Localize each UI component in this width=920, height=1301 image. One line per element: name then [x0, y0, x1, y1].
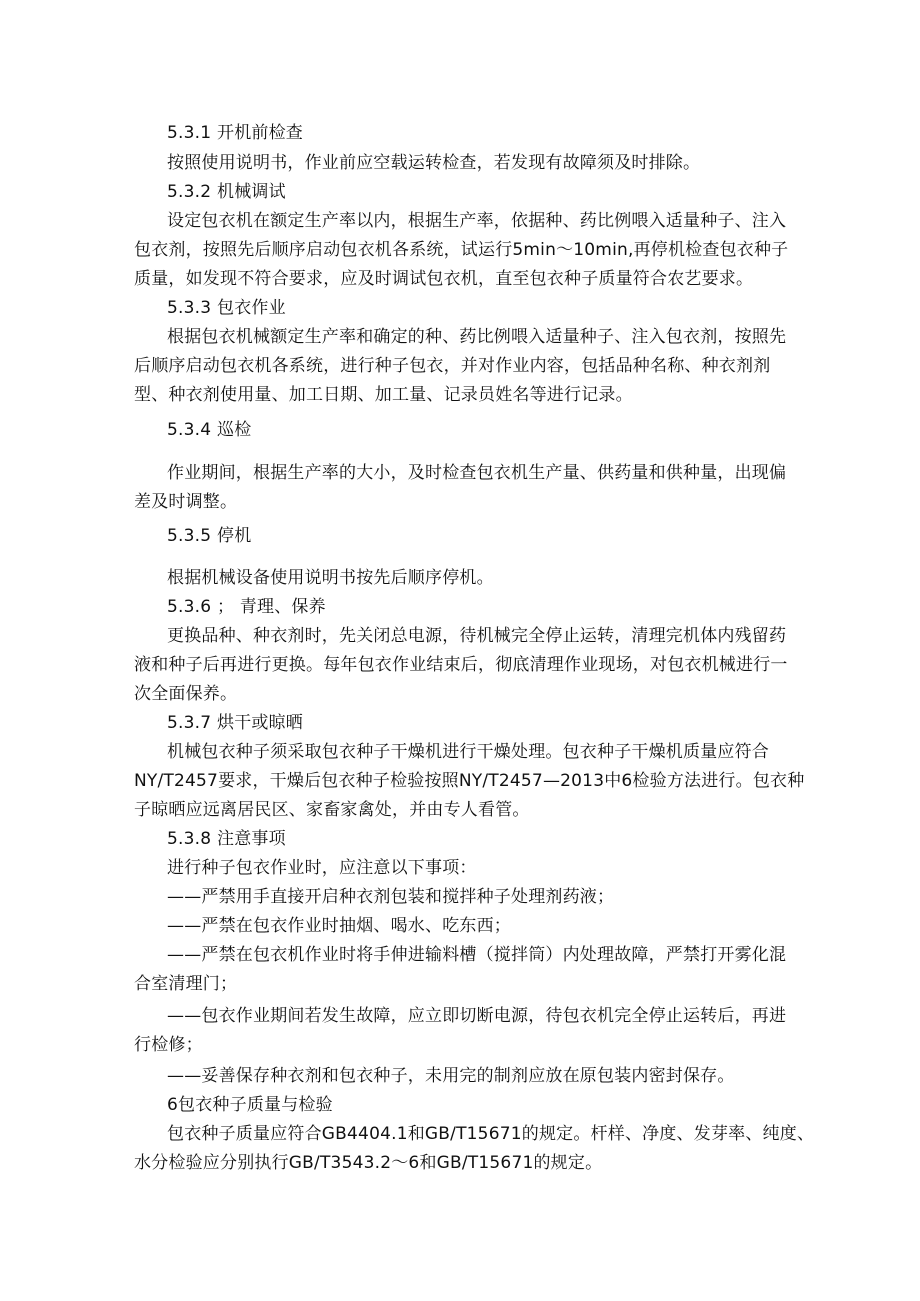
- paragraph-line: 包衣种子质量应符合GB4404.1和GB/T15671的规定。杆样、净度、发芽率、纯度、: [167, 1124, 815, 1144]
- section-number: 5.3.2: [167, 182, 212, 202]
- heading-5-3-6: [167, 596, 326, 618]
- section-number: 5.3.5: [167, 526, 212, 546]
- paragraph-line: NY/T2457要求，干燥后包衣种子检验按照NY/T2457—2013中6检验方法进行。包衣种: [134, 771, 805, 791]
- section-title: 机械调试: [217, 182, 286, 202]
- list-item-continuation: 合室清理门；: [134, 974, 238, 994]
- heading-5-3-7: [167, 712, 303, 734]
- list-item: ——严禁用手直接开启种衣剂包装和搅拌种子处理剂药液；: [167, 887, 615, 907]
- paragraph-line: 型、种衣剂使用量、加工日期、加工量、记录员姓名等进行记录。: [134, 385, 633, 405]
- heading-5-3-4: [167, 419, 251, 441]
- heading-5-3-8: [167, 828, 286, 850]
- paragraph-line: 按照使用说明书，作业前应空载运转检查，若发现有故障须及时排除。: [167, 153, 701, 173]
- heading-5-3-5: [167, 525, 251, 547]
- list-item-continuation: 行检修；: [134, 1035, 203, 1055]
- list-item: ——严禁在包衣作业时抽烟、喝水、吃东西；: [167, 916, 511, 936]
- section-number: 5.3.6: [167, 597, 212, 617]
- list-item: ——妥善保存种衣剂和包衣种子，未用完的制剂应放在原包装内密封保存。: [167, 1066, 735, 1086]
- section-number: 5.3.1: [167, 123, 212, 143]
- heading-5-3-3: [167, 297, 286, 319]
- heading-5-3-2: [167, 181, 286, 203]
- paragraph-line: 设定包衣机在额定生产率以内，根据生产率，依据种、药比例喂入适量种子、注入: [167, 211, 787, 231]
- paragraph-line: 质量，如发现不符合要求，应及时调试包衣机，直至包衣种子质量符合农艺要求。: [134, 269, 754, 289]
- heading-6: 6包衣种子质量与检验: [167, 1095, 333, 1115]
- section-title: ； 青理、保养: [217, 597, 326, 617]
- paragraph-line: 进行种子包衣作业时，应注意以下事项：: [167, 858, 477, 878]
- section-number: 5.3.8: [167, 829, 212, 849]
- section-number: 5.3.4: [167, 420, 212, 440]
- list-item: ——严禁在包衣机作业时将手伸进输料槽（搅拌筒）内处理故障，严禁打开雾化混: [167, 945, 787, 965]
- paragraph-line: 更换品种、种衣剂时，先关闭总电源，待机械完全停止运转，清理完机体内残留药: [167, 626, 787, 646]
- paragraph-line: 根据机械设备使用说明书按先后顺序停机。: [167, 568, 494, 588]
- section-title: 包衣作业: [217, 298, 286, 318]
- heading-5-3-1: [167, 122, 303, 144]
- paragraph-line: 差及时调整。: [134, 492, 238, 512]
- section-title: 巡检: [217, 420, 252, 440]
- list-item: ——包衣作业期间若发生故障，应立即切断电源，待包衣机完全停止运转后，再进: [167, 1006, 787, 1026]
- section-title: 注意事项: [217, 829, 286, 849]
- section-title: 开机前检查: [217, 123, 303, 143]
- section-title: 烘干或晾晒: [217, 713, 303, 733]
- paragraph-line: 机械包衣种子须采取包衣种子干燥机进行干燥处理。包衣种子干燥机质量应符合: [167, 742, 769, 762]
- section-number: 5.3.3: [167, 298, 212, 318]
- paragraph-line: 包衣剂，按照先后顺序启动包衣机各系统，试运行5min～10min,再停机检查包衣种子: [134, 240, 789, 260]
- paragraph-line: 后顺序启动包衣机各系统，进行种子包衣，并对作业内容，包括品种名称、种衣剂剂: [134, 356, 771, 376]
- paragraph-line: 水分检验应分别执行GB/T3543.2～6和GB/T15671的规定。: [134, 1153, 603, 1173]
- paragraph-line: 子晾晒应远离居民区、家畜家禽处，并由专人看管。: [134, 800, 530, 820]
- paragraph-line: 根据包衣机械额定生产率和确定的种、药比例喂入适量种子、注入包衣剂，按照先: [167, 327, 787, 347]
- section-number: 5.3.7: [167, 713, 212, 733]
- paragraph-line: 作业期间，根据生产率的大小，及时检查包衣机生产量、供药量和供种量，出现偏: [167, 463, 787, 483]
- paragraph-line: 液和种子后再进行更换。每年包衣作业结束后，彻底清理作业现场，对包衣机械进行一: [134, 655, 788, 675]
- paragraph-line: 次全面保养。: [134, 684, 238, 704]
- section-title: 停机: [217, 526, 252, 546]
